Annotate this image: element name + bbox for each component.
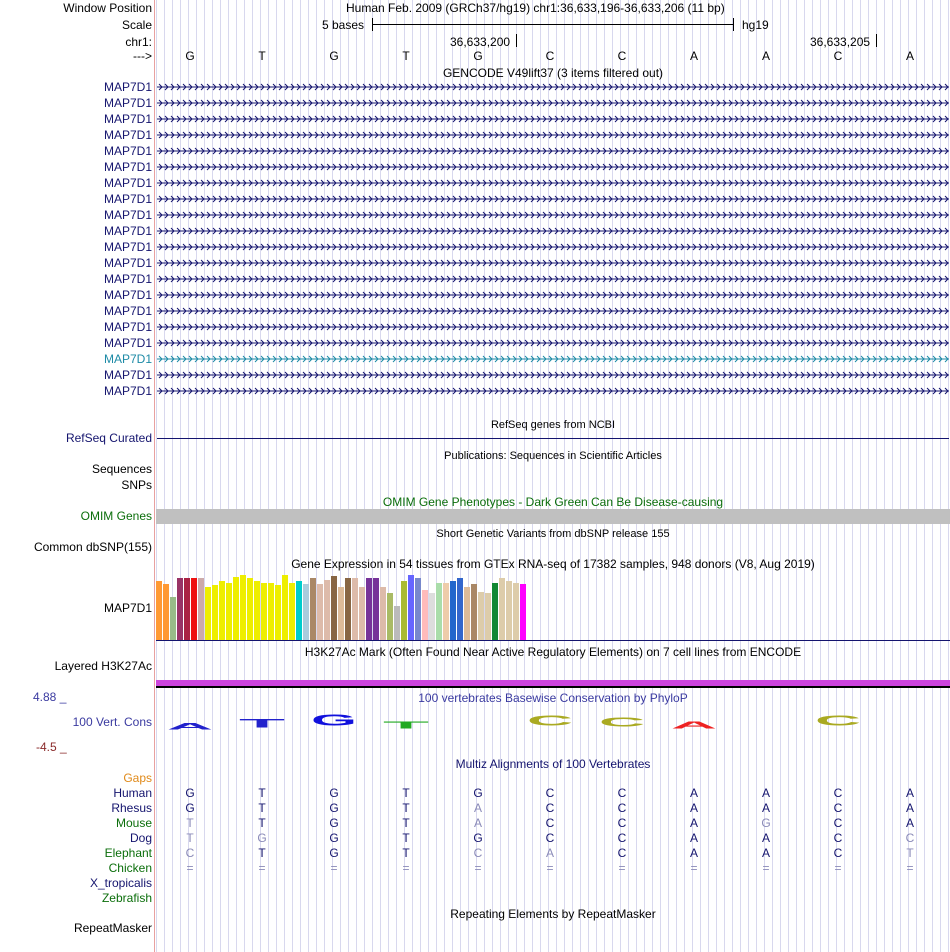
base-letter: A (689, 49, 698, 63)
h3k27ac-baseline (156, 686, 950, 688)
scale-label: Scale (121, 18, 152, 32)
alignment-base: A (905, 816, 914, 830)
gtex-bar-chart[interactable] (156, 570, 950, 640)
alignment-base: = (690, 861, 698, 875)
scale-db: hg19 (742, 18, 769, 32)
species-label[interactable]: Chicken (108, 861, 152, 875)
conservation-logo-glyph (670, 718, 718, 732)
alignment-base: A (689, 816, 698, 830)
species-alignment-row (0, 846, 950, 860)
svg-text:C: C (815, 713, 861, 729)
gtex-tissue-bar[interactable] (275, 585, 281, 640)
window-position-label: Window Position (63, 1, 152, 15)
species-label[interactable]: Mouse (115, 816, 152, 830)
multiz-title[interactable]: Multiz Alignments of 100 Vertebrates (455, 757, 651, 771)
gencode-transcript-label[interactable]: MAP7D1 (103, 240, 152, 254)
alignment-base: C (185, 846, 195, 860)
refseq-title[interactable]: RefSeq genes from NCBI (490, 419, 616, 431)
conservation-max-label: 4.88 _ (33, 690, 67, 704)
species-alignment-row (0, 891, 950, 905)
alignment-base: = (906, 861, 914, 875)
alignment-base: = (402, 861, 410, 875)
species-label[interactable]: Rhesus (111, 801, 152, 815)
alignment-base: C (833, 831, 843, 845)
alignment-base: T (906, 846, 914, 860)
gencode-transcript-label[interactable]: MAP7D1 (103, 160, 152, 174)
gencode-transcript-label[interactable]: MAP7D1 (103, 368, 152, 382)
gtex-tissue-bar[interactable] (156, 581, 162, 640)
alignment-base: A (689, 786, 698, 800)
base-letter: G (473, 49, 483, 63)
strand-label: ---> (133, 49, 152, 63)
species-label[interactable]: Zebrafish (101, 891, 152, 905)
publications-label[interactable]: Sequences (91, 462, 152, 476)
coord-right: 36,633,205 (810, 35, 871, 49)
alignment-base: A (761, 801, 770, 815)
gtex-tissue-bar[interactable] (436, 583, 442, 640)
gtex-tissue-bar[interactable] (331, 576, 337, 640)
alignment-base: C (545, 801, 555, 815)
gencode-transcript-feature[interactable] (157, 337, 949, 349)
alignment-base: = (618, 861, 626, 875)
base-letter: A (905, 49, 914, 63)
alignment-base: G (257, 831, 267, 845)
alignment-base: = (546, 861, 554, 875)
gaps-label[interactable]: Gaps (123, 771, 152, 785)
gencode-transcript-feature[interactable] (157, 113, 949, 125)
gencode-transcript-feature[interactable] (157, 385, 949, 397)
gtex-tissue-bar[interactable] (352, 578, 358, 640)
alignment-base: = (762, 861, 770, 875)
svg-text:G: G (311, 711, 357, 730)
alignment-base: G (185, 801, 195, 815)
alignment-base: A (473, 816, 482, 830)
alignment-base: C (473, 846, 483, 860)
gencode-transcript-feature[interactable] (157, 321, 949, 333)
alignment-base: G (761, 816, 771, 830)
base-letter: C (833, 49, 843, 63)
omim-gene-bar[interactable] (156, 509, 950, 524)
gencode-transcript-label[interactable]: MAP7D1 (103, 80, 152, 94)
gtex-tissue-bar[interactable] (198, 578, 204, 640)
alignment-base: G (329, 786, 339, 800)
gencode-transcript-feature[interactable] (157, 129, 949, 141)
gtex-tissue-bar[interactable] (184, 578, 190, 640)
gtex-tissue-bar[interactable] (457, 578, 463, 640)
gencode-transcript-label[interactable]: MAP7D1 (103, 256, 152, 270)
gencode-transcript-feature[interactable] (157, 97, 949, 109)
base-letter: G (185, 49, 195, 63)
gtex-tissue-bar[interactable] (401, 581, 407, 640)
gtex-title[interactable]: Gene Expression in 54 tissues from GTEx RNA-seq of 17382 samples, 948 donors (V8, Aug 2019) (291, 557, 815, 571)
gencode-transcript-label[interactable]: MAP7D1 (103, 336, 152, 350)
species-alignment-row (0, 786, 950, 800)
gtex-tissue-bar[interactable] (303, 584, 309, 640)
alignment-base: = (186, 861, 194, 875)
dbsnp-title[interactable]: Short Genetic Variants from dbSNP release 155 (436, 528, 670, 540)
gencode-transcript-label[interactable]: MAP7D1 (103, 352, 152, 366)
base-letter: T (258, 49, 266, 63)
gencode-transcript-feature[interactable] (157, 257, 949, 269)
species-alignment-row (0, 876, 950, 890)
alignment-base: A (689, 801, 698, 815)
alignment-base: C (833, 816, 843, 830)
gtex-tissue-bar[interactable] (338, 587, 344, 640)
gtex-tissue-bar[interactable] (226, 583, 232, 640)
svg-text:A: A (671, 719, 717, 732)
gencode-transcript-label[interactable]: MAP7D1 (103, 176, 152, 190)
h3k27ac-label[interactable]: Layered H3K27Ac (54, 659, 152, 673)
species-label[interactable]: Dog (129, 831, 152, 845)
conservation-logo-glyph (814, 713, 862, 729)
gtex-tissue-bar[interactable] (254, 581, 260, 640)
gtex-tissue-bar[interactable] (394, 606, 400, 640)
species-alignment-row (0, 861, 950, 875)
omim-title[interactable]: OMIM Gene Phenotypes - Dark Green Can Be Disease-causing (382, 495, 724, 509)
alignment-base: G (473, 786, 483, 800)
gtex-tissue-bar[interactable] (282, 575, 288, 640)
dbsnp-label[interactable]: Common dbSNP(155) (33, 540, 152, 554)
gtex-tissue-bar[interactable] (471, 584, 477, 640)
gtex-tissue-bar[interactable] (464, 587, 470, 640)
species-alignment-row (0, 816, 950, 830)
conservation-min-label: -4.5 _ (36, 740, 67, 754)
base-letter: T (402, 49, 410, 63)
gtex-tissue-bar[interactable] (345, 578, 351, 640)
alignment-base: T (258, 816, 266, 830)
chrom-label: chr1: (125, 35, 152, 49)
gencode-transcript-label[interactable]: MAP7D1 (103, 272, 152, 286)
gencode-transcript-label[interactable]: MAP7D1 (103, 288, 152, 302)
base-letter: A (761, 49, 770, 63)
conservation-logo-glyph (238, 717, 288, 731)
alignment-base: G (329, 831, 339, 845)
h3k27ac-title[interactable]: H3K27Ac Mark (Often Found Near Active Regulatory Elements) on 7 cell lines from ENCODE (304, 645, 802, 659)
gtex-tissue-bar[interactable] (408, 575, 414, 640)
conservation-title[interactable]: 100 vertebrates Basewise Conservation by PhyloP (418, 691, 688, 705)
gencode-transcript-label[interactable]: MAP7D1 (103, 192, 152, 206)
alignment-base: C (617, 801, 627, 815)
species-alignment-row (0, 801, 950, 815)
gtex-tissue-bar[interactable] (478, 592, 484, 640)
gtex-tissue-bar[interactable] (506, 581, 512, 640)
gtex-tissue-bar[interactable] (422, 590, 428, 640)
conservation-logo-glyph (598, 715, 646, 730)
alignment-base: C (617, 816, 627, 830)
alignment-base: C (545, 786, 555, 800)
gtex-tissue-bar[interactable] (233, 577, 239, 640)
alignment-base: A (689, 846, 698, 860)
species-label[interactable]: Human (113, 786, 152, 800)
gtex-tissue-bar[interactable] (261, 583, 267, 640)
gtex-tissue-bar[interactable] (415, 578, 421, 640)
alignment-base: G (185, 786, 195, 800)
alignment-base: C (617, 786, 627, 800)
gtex-tissue-bar[interactable] (443, 583, 449, 640)
gtex-tissue-bar[interactable] (387, 593, 393, 640)
alignment-base: A (761, 786, 770, 800)
alignment-base: C (833, 846, 843, 860)
alignment-base: C (545, 831, 555, 845)
gtex-tissue-bar[interactable] (520, 584, 526, 640)
gtex-label[interactable]: MAP7D1 (103, 601, 152, 615)
conservation-logo[interactable] (0, 708, 950, 738)
gtex-tissue-bar[interactable] (268, 583, 274, 640)
alignment-base: C (617, 831, 627, 845)
alignment-base: G (329, 801, 339, 815)
alignment-base: G (329, 816, 339, 830)
coord-left-tick (516, 34, 517, 47)
gencode-transcript-label[interactable]: MAP7D1 (103, 144, 152, 158)
refseq-gene-line[interactable] (157, 438, 949, 439)
svg-text:C: C (599, 715, 646, 730)
gencode-transcript-label[interactable]: MAP7D1 (103, 304, 152, 318)
alignment-base: = (258, 861, 266, 875)
gtex-tissue-bar[interactable] (513, 583, 519, 640)
gencode-transcript-feature[interactable] (157, 241, 949, 253)
gencode-transcript-label[interactable]: MAP7D1 (103, 208, 152, 222)
conservation-logo-glyph (382, 718, 430, 732)
gencode-transcript-label[interactable]: MAP7D1 (103, 320, 152, 334)
alignment-base: T (258, 786, 266, 800)
gencode-transcript-feature[interactable] (157, 289, 949, 301)
coord-right-tick (876, 34, 877, 47)
alignment-base: T (258, 801, 266, 815)
coord-left: 36,633,200 (450, 35, 511, 49)
gencode-transcript-label[interactable]: MAP7D1 (103, 224, 152, 238)
gtex-tissue-bar[interactable] (205, 587, 211, 640)
alignment-base: C (617, 846, 627, 860)
gtex-tissue-bar[interactable] (359, 587, 365, 640)
gtex-tissue-bar[interactable] (499, 578, 505, 640)
gtex-tissue-bar[interactable] (380, 587, 386, 640)
gencode-transcript-label[interactable]: MAP7D1 (103, 384, 152, 398)
gencode-transcript-feature[interactable] (157, 353, 949, 365)
gtex-tissue-bar[interactable] (492, 583, 498, 640)
alignment-base: G (473, 831, 483, 845)
gtex-tissue-bar[interactable] (247, 578, 253, 640)
alignment-base: A (761, 831, 770, 845)
alignment-base: A (689, 831, 698, 845)
species-label[interactable]: Elephant (104, 846, 152, 860)
base-letter: C (617, 49, 627, 63)
gtex-tissue-bar[interactable] (366, 578, 372, 640)
gencode-transcript-feature[interactable] (157, 305, 949, 317)
alignment-base: = (474, 861, 482, 875)
alignment-base: C (833, 786, 843, 800)
gencode-transcript-feature[interactable] (157, 193, 949, 205)
alignment-base: T (402, 846, 410, 860)
gencode-transcript-feature[interactable] (157, 81, 949, 93)
alignment-base: C (545, 816, 555, 830)
alignment-base: T (402, 816, 410, 830)
svg-text:C: C (527, 713, 573, 729)
alignment-base: A (905, 801, 914, 815)
alignment-base: = (330, 861, 338, 875)
gtex-tissue-bar[interactable] (324, 580, 330, 640)
alignment-base: T (186, 831, 194, 845)
gtex-tissue-bar[interactable] (212, 585, 218, 640)
gtex-tissue-bar[interactable] (450, 581, 456, 640)
svg-text:T: T (383, 719, 429, 732)
gtex-tissue-bar[interactable] (240, 575, 246, 640)
alignment-base: A (473, 801, 482, 815)
repeatmasker-title[interactable]: Repeating Elements by RepeatMasker (450, 907, 656, 921)
svg-text:A: A (167, 721, 213, 732)
gtex-tissue-bar[interactable] (177, 578, 183, 640)
gtex-tissue-bar[interactable] (289, 583, 295, 640)
gtex-baseline (156, 640, 950, 641)
snps-label[interactable]: SNPs (121, 478, 152, 492)
gtex-tissue-bar[interactable] (485, 593, 491, 640)
gencode-transcript-feature[interactable] (157, 161, 949, 173)
refseq-label[interactable]: RefSeq Curated (65, 431, 152, 445)
alignment-base: G (329, 846, 339, 860)
gtex-tissue-bar[interactable] (310, 578, 316, 640)
alignment-base: T (402, 786, 410, 800)
gencode-transcript-feature[interactable] (157, 369, 949, 381)
gtex-tissue-bar[interactable] (373, 578, 379, 640)
species-label[interactable]: X_tropicalis (89, 876, 152, 890)
alignment-base: A (905, 786, 914, 800)
gencode-transcript-feature[interactable] (157, 273, 949, 285)
gtex-tissue-bar[interactable] (170, 597, 176, 640)
alignment-base: T (186, 816, 194, 830)
gencode-transcript-feature[interactable] (157, 177, 949, 189)
alignment-base: T (402, 831, 410, 845)
conservation-label[interactable]: 100 Vert. Cons (72, 715, 152, 729)
conservation-logo-glyph (310, 711, 358, 730)
conservation-logo-glyph (526, 713, 574, 729)
window-position-value: Human Feb. 2009 (GRCh37/hg19) chr1:36,633,196-36,633,206 (11 bp) (346, 1, 725, 15)
publications-title[interactable]: Publications: Sequences in Scientific Articles (444, 450, 662, 462)
alignment-base: = (834, 861, 842, 875)
omim-label[interactable]: OMIM Genes (80, 509, 152, 523)
base-letter: G (329, 49, 339, 63)
svg-text:T: T (239, 717, 288, 731)
species-alignment-row (0, 831, 950, 845)
alignment-base: C (905, 831, 915, 845)
alignment-base: A (545, 846, 554, 860)
gencode-transcript-feature[interactable] (157, 209, 949, 221)
scale-value: 5 bases (322, 18, 365, 32)
base-letter: C (545, 49, 555, 63)
gtex-tissue-bar[interactable] (429, 593, 435, 640)
gtex-tissue-bar[interactable] (163, 584, 169, 640)
gencode-title[interactable]: GENCODE V49lift37 (3 items filtered out) (442, 66, 664, 80)
gtex-tissue-bar[interactable] (191, 578, 197, 640)
gtex-tissue-bar[interactable] (296, 581, 302, 640)
gencode-transcript-label[interactable]: MAP7D1 (103, 128, 152, 142)
alignment-base: T (402, 801, 410, 815)
gencode-transcript-feature[interactable] (157, 145, 949, 157)
scale-bar (372, 18, 734, 32)
gencode-transcript-label[interactable]: MAP7D1 (103, 112, 152, 126)
gtex-tissue-bar[interactable] (219, 581, 225, 640)
base-sequence-row (0, 49, 950, 63)
gtex-tissue-bar[interactable] (317, 584, 323, 640)
conservation-logo-glyph (166, 719, 214, 732)
alignment-base: C (833, 801, 843, 815)
repeatmasker-label[interactable]: RepeatMasker (73, 921, 152, 935)
alignment-base: A (761, 846, 770, 860)
alignment-base: T (258, 846, 266, 860)
gencode-transcript-label[interactable]: MAP7D1 (103, 96, 152, 110)
gencode-transcript-feature[interactable] (157, 225, 949, 237)
